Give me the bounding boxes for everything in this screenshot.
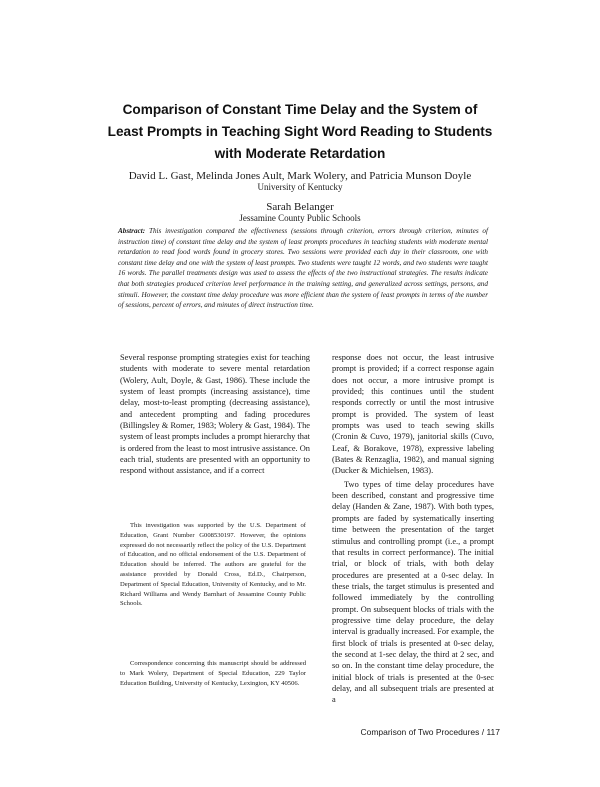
title-line-1: Comparison of Constant Time Delay and the System of bbox=[122, 102, 478, 117]
author-2: Sarah Belanger bbox=[266, 201, 334, 213]
footnote-funding: This investigation was supported by the U.S. Department of Education, Grant Number G008530197. However, the opinions expressed do not necessarily reflect the policy of the U.S. Department of Education, and no official endorsement of the U.S. Department of Education should be inferred. The authors are grateful for the assistance provided by Donald Cross, Ed.D., Chairperson, Department of Special Education, University of Kentucky, and to Mr. Richard Williams and Wendy Barnhart of Jessamine County Public Schools. bbox=[120, 522, 306, 608]
page-footer: Comparison of Two Procedures / 117 bbox=[360, 727, 500, 737]
right-column bbox=[332, 352, 494, 706]
left-column bbox=[120, 352, 310, 477]
author-list: David L. Gast, Melinda Jones Ault, Mark Wolery, and Patricia Munson Doyle bbox=[128, 170, 472, 182]
article-title bbox=[60, 99, 540, 165]
affiliation-2: Jessamine County Public Schools bbox=[239, 213, 361, 223]
abstract bbox=[118, 226, 488, 311]
footnote-correspondence: Correspondence concerning this manuscript should be addressed to Mark Wolery, Department of Special Education, 229 Taylor Education Building, University of Kentucky, Lexington, KY 40506. bbox=[120, 660, 306, 687]
abstract-text: This investigation compared the effectiveness (sessions through criterion, errors through criterion, minutes of instruction time) of constant time delay and the system of least prompts procedures in teaching students with moderate mental retardation to read food words found in grocery stores. Two sessions were provided each day in their classroom, one with constant time delay and one with the system of least prompts. Two students were taught 12 words, and two students were taught 16 words. The parallel treatments design was used to assess the effects of the two instructional strategies. The results indicate that both strategies produced criterion level performance in the training setting, and generalized across settings, persons, and stimuli. However, the constant time delay procedure was more efficient than the system of least prompts in terms of the number of sessions, percent of errors, and minutes of direct instruction time. bbox=[118, 227, 489, 310]
abstract-label: Abstract: bbox=[118, 227, 146, 235]
body-paragraph-right-2: Two types of time delay procedures have been described, constant and progressive time delay (Handen & Zane, 1987). With both types, prompts are faded by systematically inserting time between the presentation of the target stimulus and controlling prompt (i.e., a prompt that results in correct performance). The initial trial, or block of trials, with both delay procedures are presented at a 0-sec delay. In these trials, the target stimulus is presented and followed immediately by the controlling prompt. On subsequent blocks of trials with the progressive time delay procedure, the delay interval is gradually increased. For example, the first block of trials is presented at 0-sec delay, the second at 1-sec delay, the third at 2 sec, and so on. In the constant time delay procedure, the initial block of trials is presented at the 0-sec delay, and all subsequent trials are presented at a bbox=[332, 479, 494, 705]
body-paragraph-left: Several response prompting strategies exist for teaching students with moderate to severe mental retardation (Wolery, Ault, Doyle, & Gast, 1986). These include the system of least prompts (increasing assistance), time delay, most-to-least prompting (decreasing assistance), and antecedent prompting and fading procedures (Billingsley & Romer, 1983; Wolery & Gast, 1984). The system of least prompts includes a prompt hierarchy that is ordered from the least to most intrusive assistance. On each trial, students are presented with an opportunity to respond without assistance, and if a correct bbox=[120, 353, 310, 476]
body-paragraph-right-1: response does not occur, the least intrusive prompt is provided; if a correct response again does not occur, a more intrusive prompt is provided; this continues until the student responds correctly or until the most intrusive prompt is provided. The system of least prompts was used to teach sewing skills (Cronin & Cuvo, 1979), janitorial skills (Cuvo, Leaf, & Borakove, 1978), expressive labeling (Bates & Renzaglia, 1982), and manual signing (Ducker & Michielsen, 1983). bbox=[332, 353, 494, 476]
title-line-3: with Moderate Retardation bbox=[214, 146, 386, 161]
title-line-2: Least Prompts in Teaching Sight Word Reading to Students bbox=[107, 124, 493, 139]
affiliation-1: University of Kentucky bbox=[257, 182, 343, 192]
